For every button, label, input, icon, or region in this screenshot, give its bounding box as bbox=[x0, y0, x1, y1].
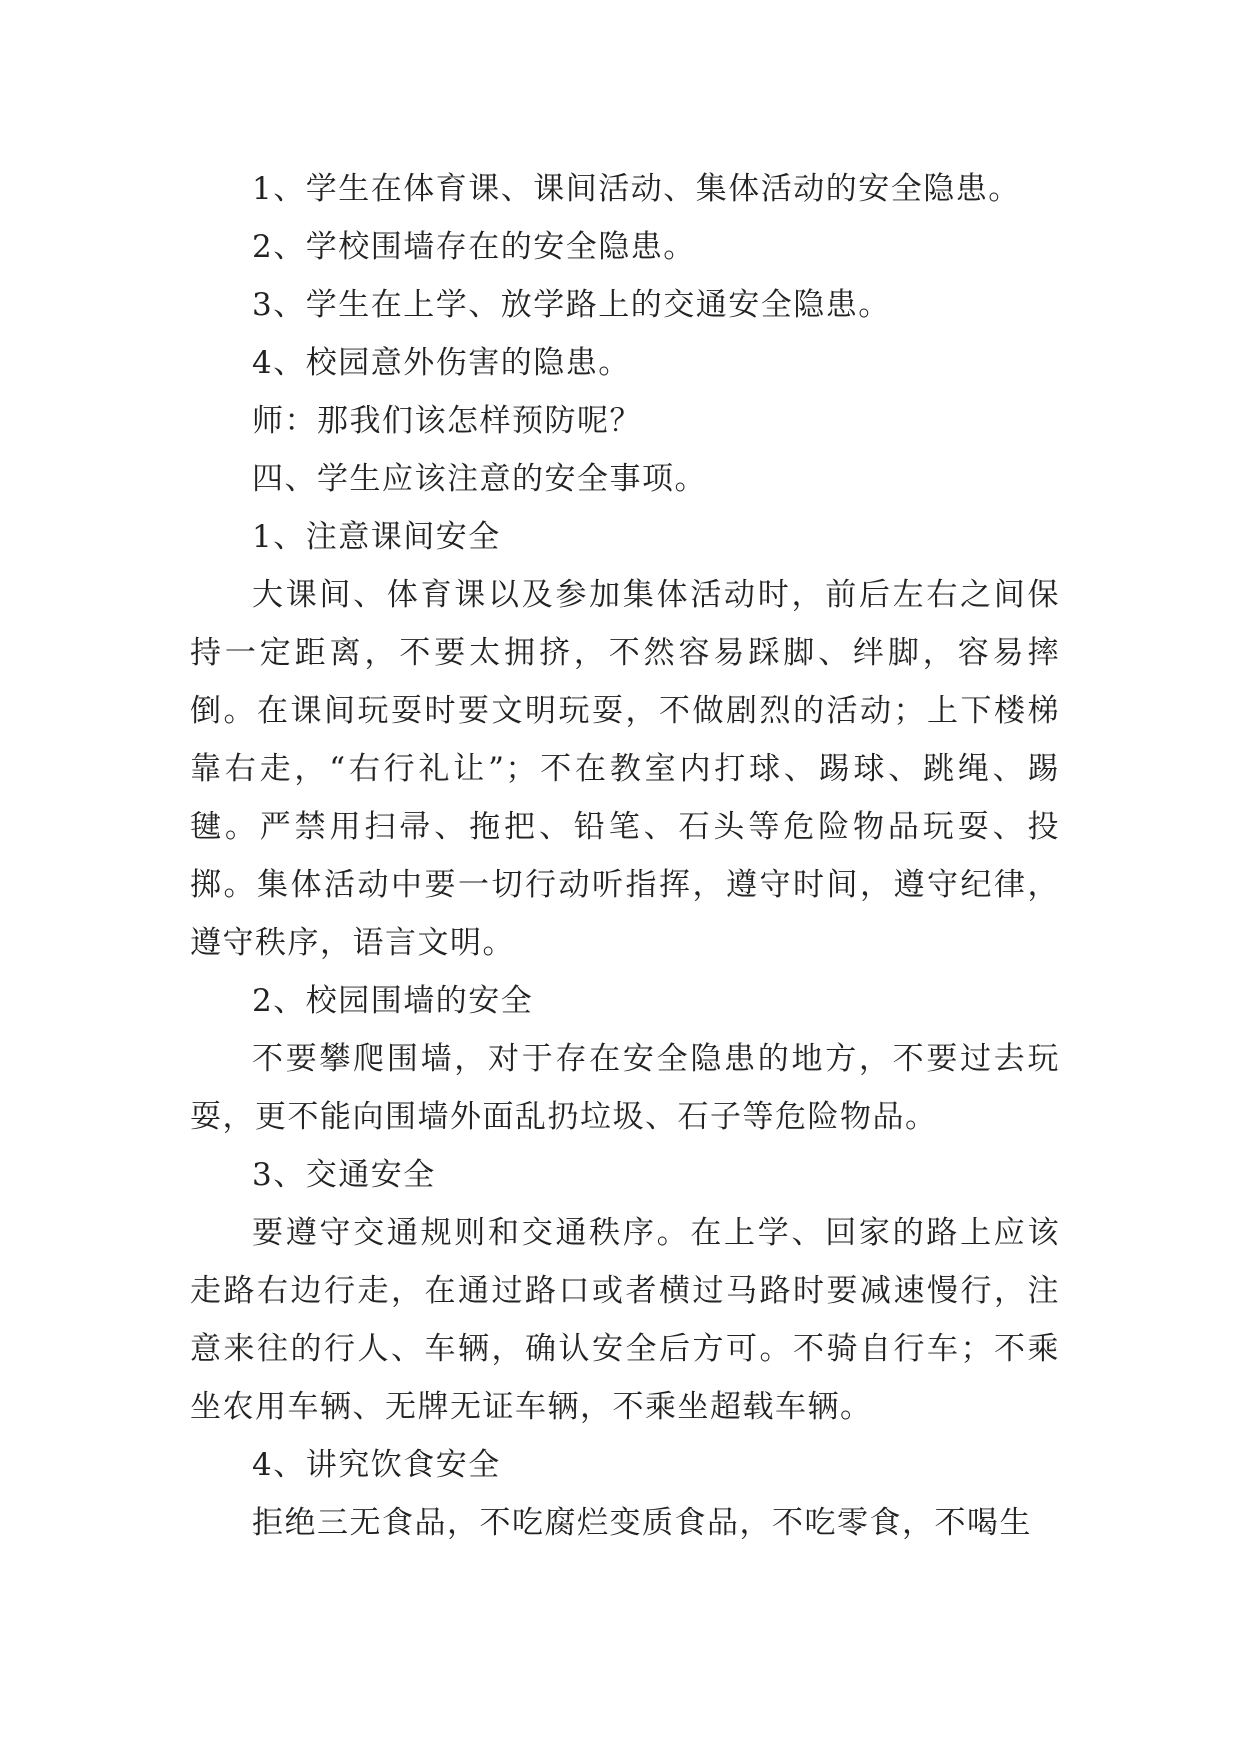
document-body bbox=[190, 160, 1060, 1552]
subheading-break-safety: 1、注意课间安全 bbox=[252, 519, 501, 555]
subheading-traffic-safety: 3、交通安全 bbox=[252, 1157, 436, 1193]
paragraph-break-safety: 大课间、体育课以及参加集体活动时，前后左右之间保持一定距离，不要太拥挤，不然容易踩脚、绊脚，容易摔倒。在课间玩耍时要文明玩耍，不做剧烈的活动；上下楼梯靠右走，“右行礼让”；不在教室内打球、踢球、跳绳、踢毽。严禁用扫帚、拖把、铅笔、石头等危险物品玩耍、投掷。集体活动中要一切行动听指挥，遵守时间，遵守纪律，遵守秩序，语言文明。 bbox=[190, 577, 1060, 961]
paragraph-teacher-question: 师：那我们该怎样预防呢？ bbox=[252, 403, 642, 439]
paragraph-food-safety: 拒绝三无食品，不吃腐烂变质食品，不吃零食，不喝生 bbox=[252, 1505, 1032, 1541]
paragraph-wall-safety: 不要攀爬围墙，对于存在安全隐患的地方，不要过去玩耍，更不能向围墙外面乱扔垃圾、石子等危险物品。 bbox=[190, 1041, 1060, 1135]
paragraph-hazard-4: 4、校园意外伤害的隐患。 bbox=[252, 345, 631, 381]
paragraph-hazard-1: 1、学生在体育课、课间活动、集体活动的安全隐患。 bbox=[252, 171, 1021, 207]
subheading-food-safety: 4、讲究饮食安全 bbox=[252, 1447, 501, 1483]
paragraph-hazard-2: 2、学校围墙存在的安全隐患。 bbox=[252, 229, 696, 265]
subheading-wall-safety: 2、校园围墙的安全 bbox=[252, 983, 534, 1019]
paragraph-hazard-3: 3、学生在上学、放学路上的交通安全隐患。 bbox=[252, 287, 891, 323]
section-heading-safety-items: 四、学生应该注意的安全事项。 bbox=[252, 461, 707, 497]
paragraph-traffic-safety: 要遵守交通规则和交通秩序。在上学、回家的路上应该走路右边行走，在通过路口或者横过马路时要减速慢行，注意来往的行人、车辆，确认安全后方可。不骑自行车；不乘坐农用车辆、无牌无证车辆，不乘坐超载车辆。 bbox=[190, 1215, 1060, 1425]
